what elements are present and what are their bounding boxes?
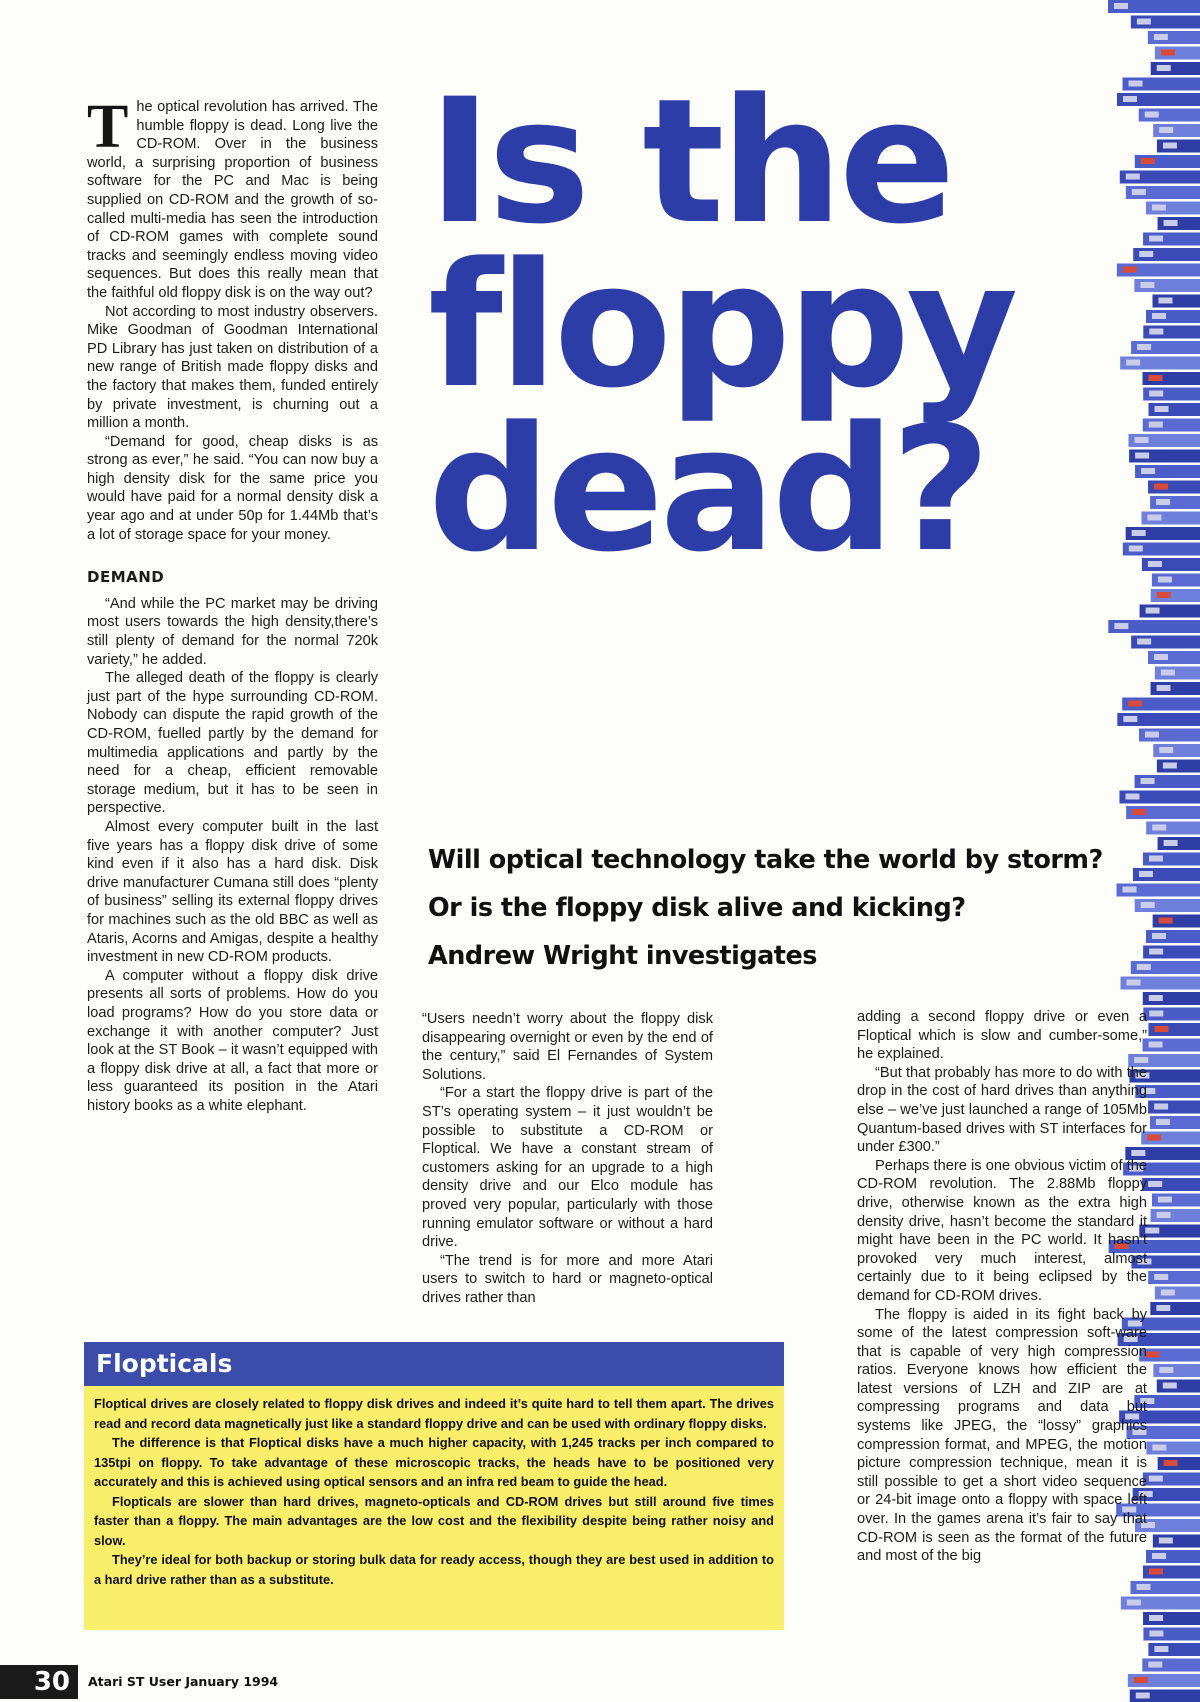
floppy-label-shape [1152,205,1166,211]
floppy-label-shape [1164,840,1178,846]
floppy-label-shape [1158,1197,1172,1203]
floppy-label-shape [1149,329,1163,335]
floppy-label-shape [1125,794,1139,800]
floppy-label-shape [1154,1646,1168,1652]
sidebar-paragraph: They’re ideal for both backup or storing bulk data for ready access, though they are best used in addition to a hard drive rather than as a substitute. [94,1552,774,1587]
floppy-label-shape [1152,1553,1166,1559]
floppy-label-shape [1149,1631,1163,1637]
issue-line: Atari ST User January 1994 [88,1674,279,1689]
page-number: 30 [0,1665,78,1699]
floppy-label-shape [1132,809,1146,815]
floppy-label-shape [1129,81,1143,87]
floppy-label-shape [1137,639,1151,645]
floppy-label-shape [1149,856,1163,862]
floppy-label-shape [1158,577,1172,583]
floppy-label-shape [1163,1383,1177,1389]
floppy-label-shape [1129,546,1143,552]
floppy-label-shape [1152,1445,1166,1451]
headline-line: floppy [428,225,1015,426]
floppy-label-shape [1147,1135,1161,1141]
body-paragraph: “And while the PC market may be driving most users towards the high density,there’s still plenty of demand for the normal 720k variety,” he added. [87,595,378,668]
floppy-label-shape [1135,453,1149,459]
floppy-label-shape [1157,65,1171,71]
floppy-label-shape [1114,3,1128,9]
floppy-label-shape [1159,127,1173,133]
floppy-label-shape [1146,608,1160,614]
floppy-label-shape [1164,1460,1178,1466]
floppy-label-shape [1161,1290,1175,1296]
floppy-label-shape [1148,375,1162,381]
floppy-label-shape [1141,468,1155,474]
sidebar-body [94,1394,774,1589]
floppy-label-shape [1149,949,1163,955]
floppy-label-shape [1127,1600,1141,1606]
floppy-label-shape [1157,685,1171,691]
floppy-label-shape [1145,732,1159,738]
floppy-label-shape [1145,112,1159,118]
floppy-label-shape [1123,267,1137,273]
floppy-label-shape [1145,1352,1159,1358]
floppy-label-shape [1154,654,1168,660]
floppy-label-shape [1164,220,1178,226]
floppy-label-shape [1163,763,1177,769]
floppy-label-shape [1132,189,1146,195]
floppy-label-shape [1123,96,1137,102]
body-paragraph: adding a second floppy drive or even a Floptical which is slow and cumber-some,” he explained. [857,1009,1147,1063]
body-paragraph: The alleged death of the floppy is clearly just part of the hype surrounding CD-ROM. Nobody can dispute the rapid growth of the CD-ROM, fuelled partly by the demand for multimedia applications and partly by the need for a cheap, efficient removable storage medium, but it has to be seen in perspective. [87,670,378,817]
headline-line: Is the [428,61,952,262]
body-paragraph: “But that probably has more to do with the drop in the cost of hard drives than anything else – we’ve just launched a range of 105Mb Quantum-based drives with ST interfaces for under £300.” [857,1064,1147,1156]
headline-line: dead? [428,389,987,590]
floppy-label-shape [1157,592,1171,598]
floppy-label-shape [1149,995,1163,1001]
floppy-label-shape [1154,484,1168,490]
floppy-label-shape [1123,716,1137,722]
floppy-label-shape [1159,918,1173,924]
floppy-label-shape [1126,360,1140,366]
floppy-label-shape [1134,1677,1148,1683]
article-column-2 [422,1010,713,1308]
floppy-label-shape [1139,871,1153,877]
floppy-label-shape [1136,1584,1150,1590]
floppy-label-shape [1137,964,1151,970]
floppy-label-shape [1147,515,1161,521]
body-paragraph: The optical revolution has arrived. The humble floppy is dead. Long live the CD-ROM. Over in the business world, a surprising proportion of business software for the PC and Mac is being supplied on CD-ROM and the growth of so-called multi-media has seen the introduction of CD-ROM games with complete sound tracks and seemingly endless moving video sequences. But does this really mean that the faithful old floppy disk is on the way out? [87,93,378,301]
subheading: DEMAND [87,568,165,587]
floppy-label-shape [1139,251,1153,257]
floppy-label-shape [1149,1476,1163,1482]
floppy-label-shape [1159,1538,1173,1544]
body-paragraph: Not according to most industry observers. Mike Goodman of Goodman International PD Library has just taken on distribution of a new range of British made floppy disks and the factory that makes them, funded entirely by private investment, is churning out a million a month. [87,303,378,432]
body-paragraph: Almost every computer built in the last five years has a floppy disk drive of some kind even if it also has a hard disk. Disk drive manufacturer Cumana still does “plenty of business” selling its external floppy drives for machines such as the old BBC as well as Ataris, Acorns and Amigas, despite a healthy investment in new CD-ROM products. [87,818,378,966]
floppy-label-shape [1163,143,1177,149]
floppy-label-shape [1137,344,1151,350]
standfirst [428,836,1103,980]
floppy-label-shape [1152,825,1166,831]
floppy-label-shape [1141,902,1155,908]
floppy-label-shape [1159,1367,1173,1373]
floppy-label-shape [1140,282,1154,288]
body-paragraph: The floppy is aided in its fight back by some of the latest compression soft-ware that is capable of very high compression ratios. Everyone knows how efficient the latest versions of LZH and ZIP are at compressing programs and data but systems like JPEG, the “lossy” graphics compression format, and MPEG, the motion picture compression technique, mean it is still possible to get a short video sequence or 24-bit image onto a floppy with space left over. In the games arena it’s fair to say that CD-ROM is seen as the format of the future and most of the big [857,1306,1147,1565]
floppy-label-shape [1145,1228,1159,1234]
floppy-label-shape [1141,778,1155,784]
floppy-label-shape [1157,1212,1171,1218]
floppy-label-shape [1154,1274,1168,1280]
floppy-label-shape [1132,530,1146,536]
floppy-label-shape [1152,933,1166,939]
floppy-label-shape [1148,1181,1162,1187]
floppy-label-shape [1159,747,1173,753]
floppy-label-shape [1114,623,1128,629]
floppy-label-shape [1158,298,1172,304]
body-paragraph: “The trend is for more and more Atari users to switch to hard or magneto-optical drives rather than [422,1252,713,1306]
body-paragraph: “Demand for good, cheap disks is as strong as ever,” he said. “You can now buy a high density disk for the same price you would have paid for a normal density disk a year ago and at under 50p for 1.44Mb that’s a lot of storage space for your money. [87,433,378,543]
body-paragraph: “For a start the floppy drive is part of the ST’s operating system – it just wouldn’t be possible to substitute a CD-ROM or Floptical. We have a constant stream of customers asking for an upgrade to a high density drive and our Elco module has proved very popular, particularly with those running emulator software or without a hard drive. [422,1085,713,1251]
floppy-label-shape [1149,391,1163,397]
floppy-label-shape [1156,499,1170,505]
floppy-label-shape [1126,174,1140,180]
sidebar-paragraph: The difference is that Floptical disks have a much higher capacity, with 1,245 tracks per inch compared to 135tpi on floppy. To take advantage of these microscopic tracks, the heads have to be positioned very accurately and this is achieved using optical sensors and an infra red beam to guide the head. [94,1435,774,1489]
floppy-label-shape [1149,1615,1163,1621]
floppy-label-shape [1128,701,1142,707]
floppy-label-shape [1136,1693,1150,1699]
sidebar-paragraph: Floptical drives are closely related to floppy disk drives and indeed it’s quite hard to tell them apart. The drives read and record data magnetically just like a standard floppy drive and can be used with ordinary floppy disks. [94,1396,774,1431]
floppy-label-shape [1156,1119,1170,1125]
standfirst-line: Will optical technology take the world by storm? [428,845,1103,875]
drop-cap: T [87,93,129,161]
floppy-label-shape [1149,236,1163,242]
floppy-label-shape [1149,1042,1163,1048]
floppy-label-shape [1127,980,1141,986]
floppy-label-shape [1152,313,1166,319]
flopticals-sidebar [84,1342,784,1630]
floppy-label-shape [1154,1026,1168,1032]
floppy-label-shape [1154,34,1168,40]
body-paragraph: Perhaps there is one obvious victim of the CD-ROM revolution. The 2.88Mb floppy drive, otherwise known as the extra high density drive, hasn’t become the standard it might have been in the PC world. It hasn’t provoked very much interest, almost certainly due to it being eclipsed by the demand for CD-ROM drives. [857,1157,1147,1304]
floppy-label-shape [1141,158,1155,164]
headline [428,61,1078,590]
floppy-label-shape [1161,670,1175,676]
floppy-label-shape [1148,561,1162,567]
floppy-label-shape [1149,1011,1163,1017]
floppy-label-shape [1123,887,1137,893]
floppy-label-shape [1137,19,1151,25]
floppy-label-shape [1161,50,1175,56]
sidebar-title: Flopticals [84,1342,784,1386]
body-paragraph: “Users needn’t worry about the floppy disk disappearing overnight or even by the end of the century,” said El Fernandes of System Solutions. [422,1011,713,1083]
standfirst-line: Or is the floppy disk alive and kicking? [428,893,966,923]
sidebar-paragraph: Flopticals are slower than hard drives, magneto-opticals and CD-ROM drives but still around five times faster than a floppy. The main advantages are the low cost and the flexibility despite being rather noisy and slow. [94,1493,774,1548]
floppy-label-shape [1135,437,1149,443]
article-column-1 [87,93,378,1115]
standfirst-line: Andrew Wright investigates [428,941,817,971]
floppy-label-shape [1156,1305,1170,1311]
floppy-label-shape [1154,406,1168,412]
floppy-label-shape [1148,1662,1162,1668]
body-paragraph: A computer without a floppy disk drive presents all sorts of problems. How do you load programs? How do you store data or exchange it with another computer? Just look at the ST Book – it wasn’t equipped with a floppy disk drive at all, a fact that more or less guaranteed its position in the Atari history books as a white elephant. [87,967,378,1114]
floppy-label-shape [1149,1569,1163,1575]
floppy-label-shape [1149,422,1163,428]
article-column-3 [857,1008,1147,1566]
floppy-label-shape [1154,1104,1168,1110]
